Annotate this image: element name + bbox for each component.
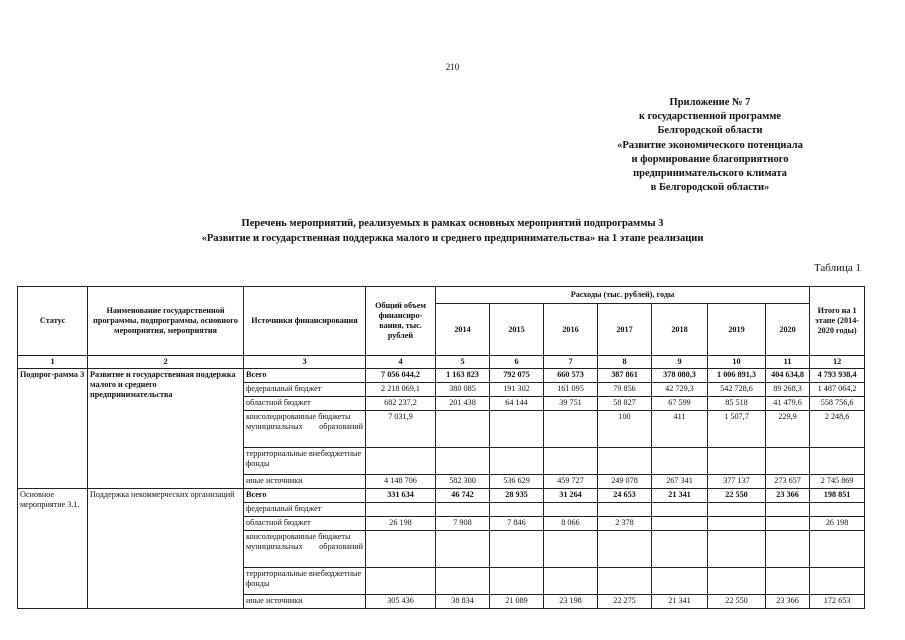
cell-total <box>366 568 436 595</box>
cell-year-value: 23 366 <box>766 489 810 503</box>
cell-year-value: 380 085 <box>436 383 490 397</box>
appendix-line: «Развитие экономического потенциала <box>617 139 803 151</box>
cell-year-value <box>652 568 708 595</box>
appendix-line: в Белгородской области» <box>650 182 770 194</box>
cell-year-value: 79 856 <box>598 383 652 397</box>
cell-year-value <box>598 568 652 595</box>
appendix-line: Белгородской области <box>657 125 763 137</box>
cell-year-value <box>436 568 490 595</box>
cell-grand-total: 172 653 <box>810 595 865 609</box>
cell-year-value: 201 438 <box>436 397 490 411</box>
cell-year-value: 21 341 <box>652 489 708 503</box>
col-header-year: 2015 <box>490 304 544 356</box>
cell-total: 2 218 069,1 <box>366 383 436 397</box>
cell-year-value: 411 <box>652 411 708 448</box>
cell-source: областной бюджет <box>244 397 366 411</box>
appendix-line: Приложение № 7 <box>669 97 751 108</box>
cell-year-value <box>652 448 708 475</box>
cell-grand-total: 2 248,6 <box>810 411 865 448</box>
cell-source: консолидированные бюджеты муниципальных образований <box>244 531 366 568</box>
cell-year-value: 23 366 <box>766 595 810 609</box>
header-row <box>18 287 865 304</box>
cell-year-value: 38 834 <box>436 595 490 609</box>
cell-year-value: 582 300 <box>436 475 490 489</box>
cell-year-value <box>598 531 652 568</box>
column-number: 2 <box>88 356 244 369</box>
cell-year-value <box>708 568 766 595</box>
cell-year-value <box>652 503 708 517</box>
cell-year-value: 42 729,3 <box>652 383 708 397</box>
cell-source: федеральный бюджет <box>244 383 366 397</box>
table-body <box>18 369 865 609</box>
cell-year-value: 67 599 <box>652 397 708 411</box>
cell-year-value: 1 006 891,3 <box>708 369 766 383</box>
cell-year-value: 8 066 <box>544 517 598 531</box>
cell-source: иные источники <box>244 595 366 609</box>
cell-source: консолидированные бюджеты муниципальных образований <box>244 411 366 448</box>
cell-year-value <box>766 517 810 531</box>
cell-year-value <box>544 568 598 595</box>
cell-year-value: 22 275 <box>598 595 652 609</box>
column-number: 1 <box>18 356 88 369</box>
appendix-line: к государственной программе <box>638 111 782 123</box>
column-number: 3 <box>244 356 366 369</box>
cell-year-value: 459 727 <box>544 475 598 489</box>
cell-year-value: 2 378 <box>598 517 652 531</box>
expenses-table <box>17 286 865 609</box>
cell-grand-total <box>810 448 865 475</box>
col-header-name: Наименование государственной программы, подпрограммы, основного мероприятия, мероприятия <box>88 287 244 356</box>
cell-year-value: 22 550 <box>708 595 766 609</box>
appendix-line: и формирование благоприятного <box>631 153 789 165</box>
cell-total: 7 031,9 <box>366 411 436 448</box>
cell-year-value: 536 629 <box>490 475 544 489</box>
cell-year-value: 542 728,6 <box>708 383 766 397</box>
cell-year-value <box>708 517 766 531</box>
col-header-expenses: Расходы (тыс. рублей), годы <box>436 287 810 304</box>
cell-year-value <box>766 531 810 568</box>
cell-status: Основное мероприятие 3.1. <box>18 489 88 609</box>
cell-grand-total: 198 851 <box>810 489 865 503</box>
cell-year-value <box>436 503 490 517</box>
cell-year-value <box>544 448 598 475</box>
cell-year-value: 377 137 <box>708 475 766 489</box>
cell-grand-total <box>810 503 865 517</box>
cell-total: 305 436 <box>366 595 436 609</box>
cell-year-value: 22 550 <box>708 489 766 503</box>
col-header-year: 2016 <box>544 304 598 356</box>
cell-year-value <box>436 531 490 568</box>
cell-year-value: 24 653 <box>598 489 652 503</box>
column-number: 12 <box>810 356 865 369</box>
column-number: 4 <box>366 356 436 369</box>
cell-year-value: 89 268,3 <box>766 383 810 397</box>
appendix-block <box>560 96 860 195</box>
cell-source: Всего <box>244 489 366 503</box>
col-header-year: 2017 <box>598 304 652 356</box>
col-header-total: Общий объем финансиро-вания, тыс. рублей <box>366 287 436 356</box>
column-number: 11 <box>766 356 810 369</box>
cell-year-value: 41 479,6 <box>766 397 810 411</box>
cell-year-value: 660 573 <box>544 369 598 383</box>
cell-name: Развитие и государственная поддержка малого и среднего предпринимательства <box>88 369 244 489</box>
cell-year-value <box>766 503 810 517</box>
col-header-year: 2019 <box>708 304 766 356</box>
table-row <box>18 489 865 503</box>
title-line-2: «Развитие и государственная поддержка малого и среднего предпринимательства» на 1 этапе реализации <box>201 232 704 244</box>
column-number: 8 <box>598 356 652 369</box>
cell-year-value <box>490 568 544 595</box>
cell-year-value: 28 935 <box>490 489 544 503</box>
cell-year-value: 46 742 <box>436 489 490 503</box>
column-number: 6 <box>490 356 544 369</box>
cell-year-value <box>652 517 708 531</box>
cell-year-value: 273 657 <box>766 475 810 489</box>
cell-year-value <box>490 503 544 517</box>
cell-total <box>366 448 436 475</box>
cell-year-value <box>544 531 598 568</box>
cell-year-value <box>708 531 766 568</box>
cell-year-value <box>708 503 766 517</box>
column-number: 5 <box>436 356 490 369</box>
cell-total: 26 198 <box>366 517 436 531</box>
cell-year-value: 64 144 <box>490 397 544 411</box>
cell-year-value: 267 341 <box>652 475 708 489</box>
cell-source: территориальные внебюджетные фонды <box>244 448 366 475</box>
cell-year-value <box>708 448 766 475</box>
cell-year-value <box>652 531 708 568</box>
column-number: 7 <box>544 356 598 369</box>
cell-year-value: 31 264 <box>544 489 598 503</box>
cell-year-value <box>436 411 490 448</box>
cell-grand-total: 4 793 938,4 <box>810 369 865 383</box>
cell-year-value: 792 075 <box>490 369 544 383</box>
cell-grand-total: 2 745 869 <box>810 475 865 489</box>
cell-grand-total <box>810 568 865 595</box>
cell-year-value: 1 163 823 <box>436 369 490 383</box>
cell-source: территориальные внебюджетные фонды <box>244 568 366 595</box>
cell-year-value: 161 095 <box>544 383 598 397</box>
cell-year-value: 404 634,8 <box>766 369 810 383</box>
cell-name: Поддержка некоммерческих организаций <box>88 489 244 609</box>
cell-year-value: 23 198 <box>544 595 598 609</box>
cell-source: Всего <box>244 369 366 383</box>
cell-year-value: 39 751 <box>544 397 598 411</box>
cell-year-value <box>766 568 810 595</box>
cell-year-value <box>766 448 810 475</box>
column-number: 9 <box>652 356 708 369</box>
cell-grand-total: 26 198 <box>810 517 865 531</box>
cell-status: Подпрог-рамма 3 <box>18 369 88 489</box>
cell-year-value <box>598 448 652 475</box>
cell-year-value <box>490 448 544 475</box>
cell-total: 4 148 706 <box>366 475 436 489</box>
cell-source: федеральный бюджет <box>244 503 366 517</box>
cell-year-value: 1 507,7 <box>708 411 766 448</box>
cell-grand-total <box>810 531 865 568</box>
cell-year-value: 21 089 <box>490 595 544 609</box>
cell-year-value <box>544 503 598 517</box>
cell-year-value <box>436 448 490 475</box>
cell-total <box>366 503 436 517</box>
page-number: 210 <box>445 62 460 72</box>
col-header-year: 2014 <box>436 304 490 356</box>
column-number-row <box>18 356 865 369</box>
cell-year-value: 58 827 <box>598 397 652 411</box>
cell-year-value: 229,9 <box>766 411 810 448</box>
col-header-source: Источники финансирования <box>244 287 366 356</box>
document-title <box>0 217 905 246</box>
table-label: Таблица 1 <box>813 262 861 274</box>
col-header-year: 2020 <box>766 304 810 356</box>
cell-year-value <box>598 503 652 517</box>
col-header-grand-total: Итого на 1 этапе (2014-2020 годы) <box>810 287 865 356</box>
cell-year-value <box>544 411 598 448</box>
col-header-status: Статус <box>18 287 88 356</box>
cell-source: иные источники <box>244 475 366 489</box>
cell-year-value: 387 861 <box>598 369 652 383</box>
title-line-1: Перечень мероприятий, реализуемых в рамках основных мероприятий подпрограммы 3 <box>241 218 664 229</box>
cell-grand-total: 1 487 064,2 <box>810 383 865 397</box>
cell-year-value: 7 846 <box>490 517 544 531</box>
cell-source: областной бюджет <box>244 517 366 531</box>
cell-year-value: 100 <box>598 411 652 448</box>
cell-year-value <box>490 411 544 448</box>
cell-year-value: 21 341 <box>652 595 708 609</box>
cell-year-value: 7 908 <box>436 517 490 531</box>
cell-total: 7 056 044,2 <box>366 369 436 383</box>
cell-year-value: 378 080,3 <box>652 369 708 383</box>
column-number: 10 <box>708 356 766 369</box>
appendix-line: предпринимательского климата <box>633 168 787 180</box>
cell-year-value: 249 078 <box>598 475 652 489</box>
col-header-year: 2018 <box>652 304 708 356</box>
cell-year-value <box>490 531 544 568</box>
cell-total: 331 634 <box>366 489 436 503</box>
cell-year-value: 191 302 <box>490 383 544 397</box>
cell-grand-total: 558 756,6 <box>810 397 865 411</box>
table-row <box>18 369 865 383</box>
cell-total: 682 237,2 <box>366 397 436 411</box>
cell-year-value: 85 518 <box>708 397 766 411</box>
cell-total <box>366 531 436 568</box>
